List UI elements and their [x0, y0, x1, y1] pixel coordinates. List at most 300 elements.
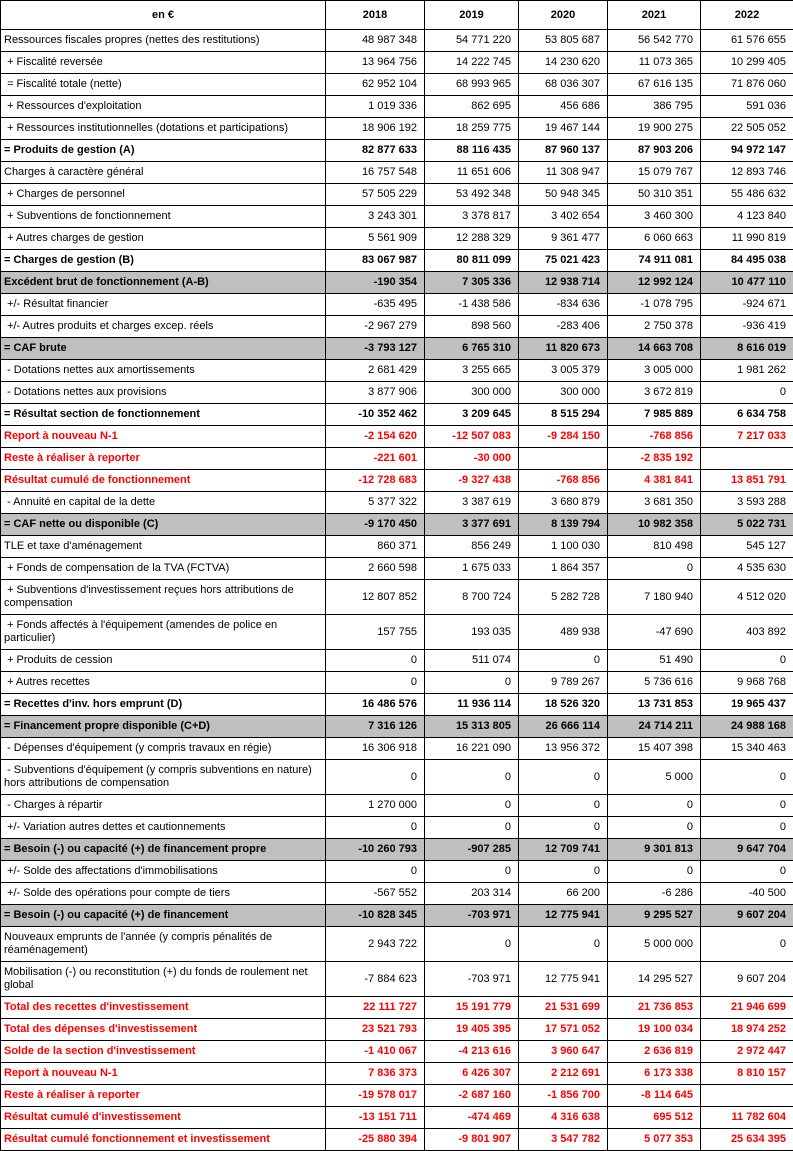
cell-value: 9 295 527: [608, 905, 701, 927]
cell-value: 50 310 351: [608, 184, 701, 206]
cell-value: 1 270 000: [326, 795, 425, 817]
cell-value: 19 467 144: [519, 118, 608, 140]
row-label: = Résultat section de fonctionnement: [1, 404, 326, 426]
cell-value: 0: [701, 861, 793, 883]
row-label: Reste à réaliser à reporter: [1, 1085, 326, 1107]
cell-value: 15 407 398: [608, 738, 701, 760]
cell-value: 24 714 211: [608, 716, 701, 738]
cell-value: -907 285: [425, 839, 519, 861]
row-label: = Fiscalité totale (nette): [1, 74, 326, 96]
table-row: [1, 360, 793, 382]
cell-value: 12 893 746: [701, 162, 793, 184]
cell-value: 2 750 378: [608, 316, 701, 338]
cell-value: -2 687 160: [425, 1085, 519, 1107]
cell-value: 8 810 157: [701, 1063, 793, 1085]
cell-value: -19 578 017: [326, 1085, 425, 1107]
cell-value: -190 354: [326, 272, 425, 294]
cell-value: 3 378 817: [425, 206, 519, 228]
cell-value: 71 876 060: [701, 74, 793, 96]
table-row: [1, 426, 793, 448]
cell-value: 48 987 348: [326, 30, 425, 52]
row-label: Report à nouveau N-1: [1, 426, 326, 448]
cell-value: 12 288 329: [425, 228, 519, 250]
cell-value: 403 892: [701, 615, 793, 650]
cell-value: 6 426 307: [425, 1063, 519, 1085]
cell-value: 8 139 794: [519, 514, 608, 536]
table-row: [1, 839, 793, 861]
row-label: +/- Solde des opérations pour compte de tiers: [1, 883, 326, 905]
table-row: [1, 861, 793, 883]
cell-value: 10 982 358: [608, 514, 701, 536]
cell-value: 15 340 463: [701, 738, 793, 760]
cell-value: 856 249: [425, 536, 519, 558]
cell-value: 53 805 687: [519, 30, 608, 52]
cell-value: 3 460 300: [608, 206, 701, 228]
cell-value: 898 560: [425, 316, 519, 338]
row-label: Total des recettes d'investissement: [1, 997, 326, 1019]
cell-value: -768 856: [608, 426, 701, 448]
cell-value: 3 387 619: [425, 492, 519, 514]
table-row: [1, 738, 793, 760]
table-row: [1, 492, 793, 514]
cell-value: 6 060 663: [608, 228, 701, 250]
row-label: - Subventions d'équipement (y compris subventions en nature) hors attributions de compensation: [1, 760, 326, 795]
cell-value: -1 410 067: [326, 1041, 425, 1063]
cell-value: -1 856 700: [519, 1085, 608, 1107]
table-row: [1, 448, 793, 470]
row-label: = CAF brute: [1, 338, 326, 360]
row-label: Total des dépenses d'investissement: [1, 1019, 326, 1041]
cell-value: 386 795: [608, 96, 701, 118]
cell-value: 17 571 052: [519, 1019, 608, 1041]
cell-value: 16 757 548: [326, 162, 425, 184]
cell-value: 11 073 365: [608, 52, 701, 74]
cell-value: 12 938 714: [519, 272, 608, 294]
row-label: = Besoin (-) ou capacité (+) de financement: [1, 905, 326, 927]
cell-value: 456 686: [519, 96, 608, 118]
table-row: [1, 1063, 793, 1085]
row-label: - Annuité en capital de la dette: [1, 492, 326, 514]
cell-value: 0: [326, 760, 425, 795]
cell-value: 860 371: [326, 536, 425, 558]
row-label: - Dépenses d'équipement (y compris travaux en régie): [1, 738, 326, 760]
cell-value: 3 377 691: [425, 514, 519, 536]
cell-value: 0: [326, 672, 425, 694]
cell-value: -474 469: [425, 1107, 519, 1129]
cell-value: 5 000: [608, 760, 701, 795]
cell-value: 12 992 124: [608, 272, 701, 294]
table-row: [1, 52, 793, 74]
year-header-2022: 2022: [701, 1, 793, 30]
cell-value: 0: [608, 861, 701, 883]
cell-value: 695 512: [608, 1107, 701, 1129]
cell-value: 5 377 322: [326, 492, 425, 514]
cell-value: 14 230 620: [519, 52, 608, 74]
year-header-2019: 2019: [425, 1, 519, 30]
row-label: - Dotations nettes aux provisions: [1, 382, 326, 404]
table-row: [1, 817, 793, 839]
table-row: [1, 927, 793, 962]
cell-value: 3 672 819: [608, 382, 701, 404]
row-label: = Besoin (-) ou capacité (+) de financement propre: [1, 839, 326, 861]
row-label: +/- Solde des affectations d'immobilisations: [1, 861, 326, 883]
table-row: [1, 470, 793, 492]
cell-value: 0: [701, 927, 793, 962]
cell-value: 14 222 745: [425, 52, 519, 74]
row-label: Solde de la section d'investissement: [1, 1041, 326, 1063]
cell-value: 300 000: [519, 382, 608, 404]
cell-value: 61 576 655: [701, 30, 793, 52]
cell-value: -1 438 586: [425, 294, 519, 316]
cell-value: 157 755: [326, 615, 425, 650]
table-row: [1, 118, 793, 140]
cell-value: 3 243 301: [326, 206, 425, 228]
table-row: [1, 30, 793, 52]
row-label: +/- Autres produits et charges excep. réels: [1, 316, 326, 338]
cell-value: 26 666 114: [519, 716, 608, 738]
cell-value: 4 316 638: [519, 1107, 608, 1129]
unit-header-cell: en €: [1, 1, 326, 30]
cell-value: -635 495: [326, 294, 425, 316]
cell-value: 0: [701, 382, 793, 404]
cell-value: 193 035: [425, 615, 519, 650]
cell-value: 13 964 756: [326, 52, 425, 74]
row-label: Reste à réaliser à reporter: [1, 448, 326, 470]
cell-value: 16 221 090: [425, 738, 519, 760]
table-row: [1, 760, 793, 795]
cell-value: 4 535 630: [701, 558, 793, 580]
table-row: [1, 650, 793, 672]
cell-value: 5 736 616: [608, 672, 701, 694]
row-label: = Financement propre disponible (C+D): [1, 716, 326, 738]
cell-value: 24 988 168: [701, 716, 793, 738]
cell-value: 0: [425, 927, 519, 962]
row-label: Excédent brut de fonctionnement (A-B): [1, 272, 326, 294]
year-header-2021: 2021: [608, 1, 701, 30]
cell-value: 9 361 477: [519, 228, 608, 250]
cell-value: -567 552: [326, 883, 425, 905]
row-label: Report à nouveau N-1: [1, 1063, 326, 1085]
cell-value: 3 255 665: [425, 360, 519, 382]
cell-value: 12 775 941: [519, 962, 608, 997]
cell-value: 8 515 294: [519, 404, 608, 426]
cell-value: 3 681 350: [608, 492, 701, 514]
row-label: + Autres recettes: [1, 672, 326, 694]
cell-value: 68 036 307: [519, 74, 608, 96]
cell-value: 21 531 699: [519, 997, 608, 1019]
table-row: [1, 1129, 793, 1151]
cell-value: 3 593 288: [701, 492, 793, 514]
row-label: TLE et taxe d'aménagement: [1, 536, 326, 558]
row-label: = Charges de gestion (B): [1, 250, 326, 272]
cell-value: 3 005 379: [519, 360, 608, 382]
cell-value: 203 314: [425, 883, 519, 905]
cell-value: -2 835 192: [608, 448, 701, 470]
cell-value: -13 151 711: [326, 1107, 425, 1129]
row-label: = Produits de gestion (A): [1, 140, 326, 162]
cell-value: -703 971: [425, 905, 519, 927]
cell-value: -9 284 150: [519, 426, 608, 448]
cell-value: 0: [425, 672, 519, 694]
cell-value: 5 282 728: [519, 580, 608, 615]
table-row: [1, 140, 793, 162]
cell-value: 19 965 437: [701, 694, 793, 716]
cell-value: 80 811 099: [425, 250, 519, 272]
cell-value: 11 990 819: [701, 228, 793, 250]
row-label: Charges à caractère général: [1, 162, 326, 184]
cell-value: 0: [701, 795, 793, 817]
table-row: [1, 184, 793, 206]
cell-value: 83 067 987: [326, 250, 425, 272]
cell-value: 55 486 632: [701, 184, 793, 206]
cell-value: 0: [701, 817, 793, 839]
cell-value: 3 005 000: [608, 360, 701, 382]
cell-value: 6 634 758: [701, 404, 793, 426]
row-label: + Fonds de compensation de la TVA (FCTVA): [1, 558, 326, 580]
row-label: + Ressources d'exploitation: [1, 96, 326, 118]
row-label: +/- Résultat financier: [1, 294, 326, 316]
cell-value: 300 000: [425, 382, 519, 404]
cell-value: -12 728 683: [326, 470, 425, 492]
cell-value: 15 079 767: [608, 162, 701, 184]
cell-value: 84 495 038: [701, 250, 793, 272]
cell-value: 13 851 791: [701, 470, 793, 492]
cell-value: 12 775 941: [519, 905, 608, 927]
cell-value: 14 663 708: [608, 338, 701, 360]
cell-value: 9 968 768: [701, 672, 793, 694]
cell-value: -2 967 279: [326, 316, 425, 338]
cell-value: 0: [326, 650, 425, 672]
cell-value: 18 906 192: [326, 118, 425, 140]
cell-value: -10 260 793: [326, 839, 425, 861]
cell-value: 0: [519, 817, 608, 839]
cell-value: 7 985 889: [608, 404, 701, 426]
cell-value: 18 259 775: [425, 118, 519, 140]
cell-value: -924 671: [701, 294, 793, 316]
cell-value: -703 971: [425, 962, 519, 997]
cell-value: 21 946 699: [701, 997, 793, 1019]
cell-value: 0: [608, 795, 701, 817]
cell-value: 3 960 647: [519, 1041, 608, 1063]
cell-value: 11 820 673: [519, 338, 608, 360]
cell-value: 3 680 879: [519, 492, 608, 514]
cell-value: 0: [326, 861, 425, 883]
cell-value: 19 900 275: [608, 118, 701, 140]
cell-value: 11 936 114: [425, 694, 519, 716]
table-row: [1, 382, 793, 404]
row-label: - Dotations nettes aux amortissements: [1, 360, 326, 382]
cell-value: [701, 1085, 793, 1107]
cell-value: 0: [425, 795, 519, 817]
cell-value: 0: [701, 760, 793, 795]
cell-value: 54 771 220: [425, 30, 519, 52]
cell-value: 51 490: [608, 650, 701, 672]
table-row: [1, 1085, 793, 1107]
cell-value: 2 972 447: [701, 1041, 793, 1063]
cell-value: 9 607 204: [701, 905, 793, 927]
table-row: [1, 96, 793, 118]
cell-value: 15 313 805: [425, 716, 519, 738]
cell-value: 0: [425, 817, 519, 839]
cell-value: -1 078 795: [608, 294, 701, 316]
cell-value: -283 406: [519, 316, 608, 338]
cell-value: 4 123 840: [701, 206, 793, 228]
cell-value: 3 402 654: [519, 206, 608, 228]
cell-value: 11 651 606: [425, 162, 519, 184]
table-row: [1, 74, 793, 96]
cell-value: 23 521 793: [326, 1019, 425, 1041]
cell-value: 2 660 598: [326, 558, 425, 580]
cell-value: 0: [701, 650, 793, 672]
cell-value: 21 736 853: [608, 997, 701, 1019]
cell-value: -9 801 907: [425, 1129, 519, 1151]
row-label: + Autres charges de gestion: [1, 228, 326, 250]
cell-value: -4 213 616: [425, 1041, 519, 1063]
cell-value: -2 154 620: [326, 426, 425, 448]
cell-value: 12 807 852: [326, 580, 425, 615]
cell-value: 9 789 267: [519, 672, 608, 694]
cell-value: -25 880 394: [326, 1129, 425, 1151]
cell-value: 9 647 704: [701, 839, 793, 861]
cell-value: [519, 448, 608, 470]
row-label: + Fonds affectés à l'équipement (amendes de police en particulier): [1, 615, 326, 650]
cell-value: 8 700 724: [425, 580, 519, 615]
cell-value: 56 542 770: [608, 30, 701, 52]
cell-value: 3 877 906: [326, 382, 425, 404]
cell-value: 68 993 965: [425, 74, 519, 96]
row-label: = CAF nette ou disponible (C): [1, 514, 326, 536]
cell-value: 7 316 126: [326, 716, 425, 738]
cell-value: -47 690: [608, 615, 701, 650]
cell-value: 9 607 204: [701, 962, 793, 997]
cell-value: -9 170 450: [326, 514, 425, 536]
table-row: [1, 514, 793, 536]
cell-value: 67 616 135: [608, 74, 701, 96]
row-label: + Fiscalité reversée: [1, 52, 326, 74]
year-header-2020: 2020: [519, 1, 608, 30]
cell-value: 1 019 336: [326, 96, 425, 118]
cell-value: 591 036: [701, 96, 793, 118]
cell-value: 3 547 782: [519, 1129, 608, 1151]
cell-value: -7 884 623: [326, 962, 425, 997]
cell-value: -10 352 462: [326, 404, 425, 426]
cell-value: 0: [425, 760, 519, 795]
cell-value: 7 305 336: [425, 272, 519, 294]
cell-value: 2 681 429: [326, 360, 425, 382]
cell-value: 489 938: [519, 615, 608, 650]
row-label: = Recettes d'inv. hors emprunt (D): [1, 694, 326, 716]
cell-value: 66 200: [519, 883, 608, 905]
cell-value: -936 419: [701, 316, 793, 338]
cell-value: 0: [519, 650, 608, 672]
cell-value: -9 327 438: [425, 470, 519, 492]
table-row: [1, 536, 793, 558]
year-header-2018: 2018: [326, 1, 425, 30]
cell-value: 75 021 423: [519, 250, 608, 272]
cell-value: 2 212 691: [519, 1063, 608, 1085]
cell-value: -40 500: [701, 883, 793, 905]
cell-value: 19 405 395: [425, 1019, 519, 1041]
cell-value: 14 295 527: [608, 962, 701, 997]
row-label: Résultat cumulé de fonctionnement: [1, 470, 326, 492]
cell-value: 16 486 576: [326, 694, 425, 716]
cell-value: 1 981 262: [701, 360, 793, 382]
row-label: Ressources fiscales propres (nettes des restitutions): [1, 30, 326, 52]
cell-value: -30 000: [425, 448, 519, 470]
table-row: [1, 1019, 793, 1041]
cell-value: 19 100 034: [608, 1019, 701, 1041]
cell-value: 94 972 147: [701, 140, 793, 162]
cell-value: 25 634 395: [701, 1129, 793, 1151]
cell-value: -6 286: [608, 883, 701, 905]
cell-value: 87 960 137: [519, 140, 608, 162]
cell-value: 3 209 645: [425, 404, 519, 426]
row-label: Mobilisation (-) ou reconstitution (+) du fonds de roulement net global: [1, 962, 326, 997]
cell-value: 4 512 020: [701, 580, 793, 615]
cell-value: 0: [608, 817, 701, 839]
table-row: [1, 250, 793, 272]
table-row: [1, 615, 793, 650]
table-row: [1, 162, 793, 184]
cell-value: 53 492 348: [425, 184, 519, 206]
table-row: [1, 316, 793, 338]
row-label: - Charges à répartir: [1, 795, 326, 817]
cell-value: 0: [326, 817, 425, 839]
table-row: [1, 883, 793, 905]
cell-value: 5 561 909: [326, 228, 425, 250]
row-label: +/- Variation autres dettes et cautionnements: [1, 817, 326, 839]
table-row: [1, 228, 793, 250]
table-row: [1, 716, 793, 738]
row-label: Résultat cumulé fonctionnement et investissement: [1, 1129, 326, 1151]
cell-value: 0: [519, 861, 608, 883]
cell-value: 1 864 357: [519, 558, 608, 580]
row-label: Résultat cumulé d'investissement: [1, 1107, 326, 1129]
cell-value: 5 000 000: [608, 927, 701, 962]
table-row: [1, 338, 793, 360]
table-row: [1, 404, 793, 426]
row-label: + Produits de cession: [1, 650, 326, 672]
cell-value: 810 498: [608, 536, 701, 558]
table-row: [1, 672, 793, 694]
cell-value: 6 765 310: [425, 338, 519, 360]
row-label: + Ressources institutionnelles (dotations et participations): [1, 118, 326, 140]
cell-value: 0: [608, 558, 701, 580]
cell-value: 0: [519, 760, 608, 795]
row-label: + Subventions d'investissement reçues hors attributions de compensation: [1, 580, 326, 615]
cell-value: 862 695: [425, 96, 519, 118]
cell-value: -834 636: [519, 294, 608, 316]
cell-value: 4 381 841: [608, 470, 701, 492]
table-row: [1, 580, 793, 615]
cell-value: 50 948 345: [519, 184, 608, 206]
cell-value: 511 074: [425, 650, 519, 672]
table-row: [1, 1107, 793, 1129]
cell-value: 13 731 853: [608, 694, 701, 716]
cell-value: 10 299 405: [701, 52, 793, 74]
cell-value: 16 306 918: [326, 738, 425, 760]
cell-value: 8 616 019: [701, 338, 793, 360]
table-header: [1, 1, 793, 30]
cell-value: 6 173 338: [608, 1063, 701, 1085]
cell-value: 1 100 030: [519, 536, 608, 558]
cell-value: -12 507 083: [425, 426, 519, 448]
cell-value: 7 217 033: [701, 426, 793, 448]
cell-value: 7 180 940: [608, 580, 701, 615]
table-row: [1, 558, 793, 580]
cell-value: 545 127: [701, 536, 793, 558]
cell-value: 2 943 722: [326, 927, 425, 962]
